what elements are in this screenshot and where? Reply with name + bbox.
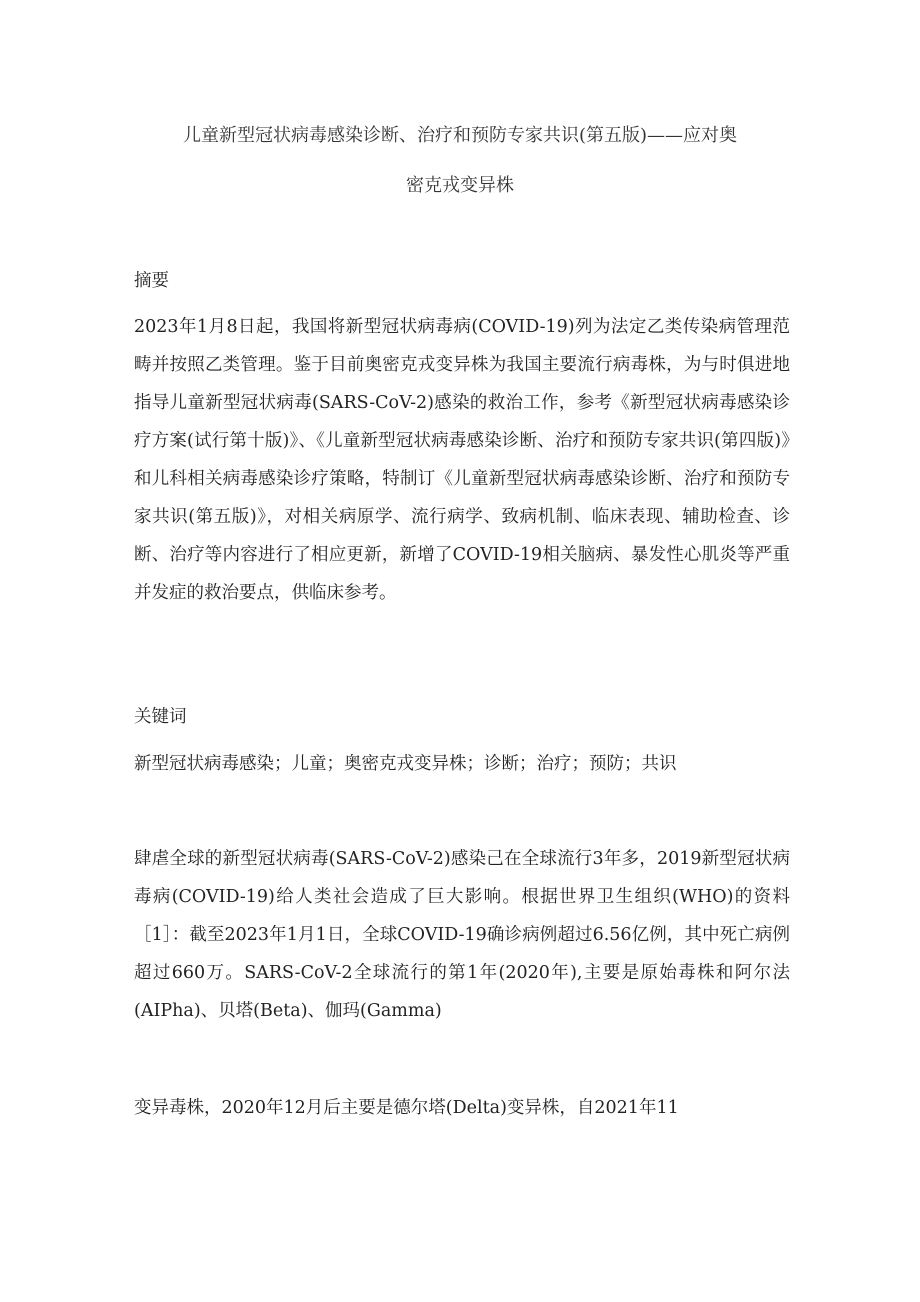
keywords-list: 新型冠状病毒感染；儿童；奥密克戎变异株；诊断；治疗；预防；共识: [134, 754, 677, 774]
intro-text-1: 肆虐全球的新型冠状病毒(SARS-CoV-2)感染己在全球流行3年多，2019新型冠状病毒病(COVID-19)给人类社会造成了巨大影响。根据世界卫生组织(WHO)的资料［1］：截至2023年1月1日，全球COVID-19确诊病例超过6.56亿例，其中死亡病例超过660万。SARS-CoV-2全球流行的第1年(2020年),主要是原始毒株和阿尔法(AIPha)、贝塔(Beta)、伽玛(Gamma): [134, 849, 790, 1021]
abstract-paragraph: [134, 308, 790, 612]
intro-paragraph-1: [134, 840, 790, 1030]
document-title-line-2: 密克戎变异株: [406, 175, 514, 196]
intro-paragraph-2: [134, 1089, 790, 1127]
intro-text-2: 变异毒株，2020年12月后主要是德尔塔(Delta)变异株，自2021年11: [134, 1098, 679, 1118]
abstract-text: 2023年1月8日起，我国将新型冠状病毒病(COVID-19)列为法定乙类传染病管理范畴并按照乙类管理。鉴于目前奥密克戎变异株为我国主要流行病毒株，为与时俱进地指导儿童新型冠状病毒(SARS-CoV-2)感染的救治工作，参考《新型冠状病毒感染诊疗方案(试行第十版)》、《儿童新型冠状病毒感染诊断、治疗和预防专家共识(第四版)》和儿科相关病毒感染诊疗策略，特制订《儿童新型冠状病毒感染诊断、治疗和预防专家共识(第五版)》，对相关病原学、流行病学、致病机制、临床表现、辅助检查、诊断、治疗等内容进行了相应更新，新增了COVID-19相关脑病、暴发性心肌炎等严重并发症的救治要点，供临床参考。: [134, 317, 790, 603]
keywords-heading: 关键词: [134, 707, 187, 727]
abstract-heading: 摘要: [134, 271, 169, 291]
document-title-line-1: 儿童新型冠状病毒感染诊断、治疗和预防专家共识(第五版)——应对奥: [182, 125, 738, 146]
